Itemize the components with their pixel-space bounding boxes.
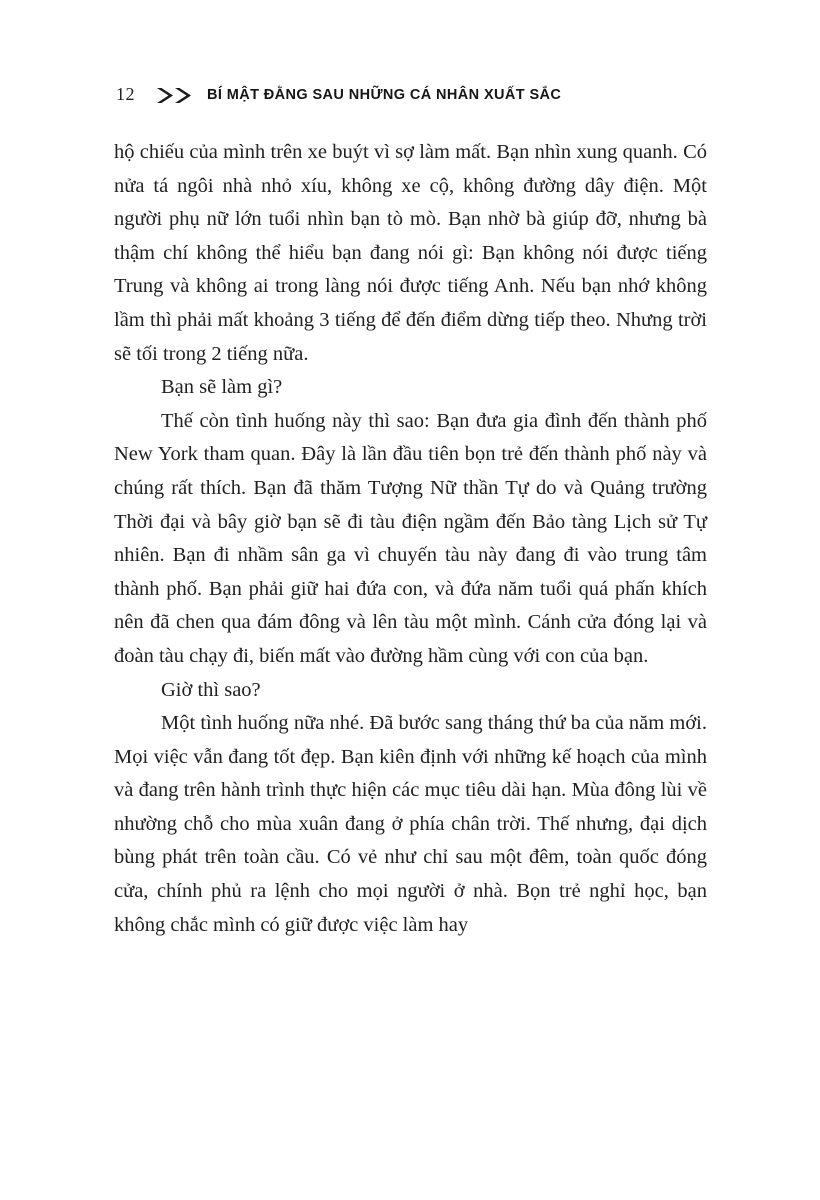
paragraph: Giờ thì sao?	[161, 678, 261, 701]
paragraph: hộ chiếu của mình trên xe buýt vì sợ làm mất. Bạn nhìn xung quanh. Có nửa tá ngôi nhà nhỏ xíu, không xe cộ, không đường dây điện. Một người phụ nữ lớn tuổi nhìn bạn tò mò. Bạn nhờ bà giúp đỡ, nhưng bà thậm chí không thể hiểu bạn đang nói gì: Bạn không nói được tiếng Trung và không ai trong làng nói được tiếng Anh. Nếu bạn nhớ không lầm thì phải mất khoảng 3 tiếng để đến điểm dừng tiếp theo. Nhưng trời sẽ tối trong 2 tiếng nữa.	[114, 141, 707, 365]
running-title: BÍ MẬT ĐẰNG SAU NHỮNG CÁ NHÂN XUẤT SẮC	[207, 86, 562, 103]
paragraph: Bạn sẽ làm gì?	[161, 376, 283, 399]
page-number: 12	[116, 84, 135, 104]
paragraph: Một tình huống nữa nhé. Đã bước sang tháng thứ ba của năm mới. Mọi việc vẫn đang tốt đẹp. Bạn kiên định với những kế hoạch của mình và đang trên hành trình thực hiện các mục tiêu dài hạn. Mùa đông lùi về nhường chỗ cho mùa xuân đang ở phía chân trời. Thế nhưng, đại dịch bùng phát trên toàn cầu. Có vẻ như chỉ sau một đêm, toàn quốc đóng cửa, chính phủ ra lệnh cho mọi người ở nhà. Bọn trẻ nghỉ học, bạn không chắc mình có giữ được việc làm hay	[114, 712, 707, 936]
double-chevron-icon	[157, 88, 193, 103]
page-body	[114, 136, 707, 942]
page-header	[116, 84, 710, 105]
paragraph: Thế còn tình huống này thì sao: Bạn đưa gia đình đến thành phố New York tham quan. Đây là lần đầu tiên bọn trẻ đến thành phố này và chúng rất thích. Bạn đã thăm Tượng Nữ thần Tự do và Quảng trường Thời đại và bây giờ bạn sẽ đi tàu điện ngầm đến Bảo tàng Lịch sử Tự nhiên. Bạn đi nhầm sân ga vì chuyến tàu này đang đi vào trung tâm thành phố. Bạn phải giữ hai đứa con, và đứa năm tuổi quá phấn khích nên đã chen qua đám đông và lên tàu một mình. Cánh cửa đóng lại và đoàn tàu chạy đi, biến mất vào đường hầm cùng với con của bạn.	[114, 409, 707, 667]
